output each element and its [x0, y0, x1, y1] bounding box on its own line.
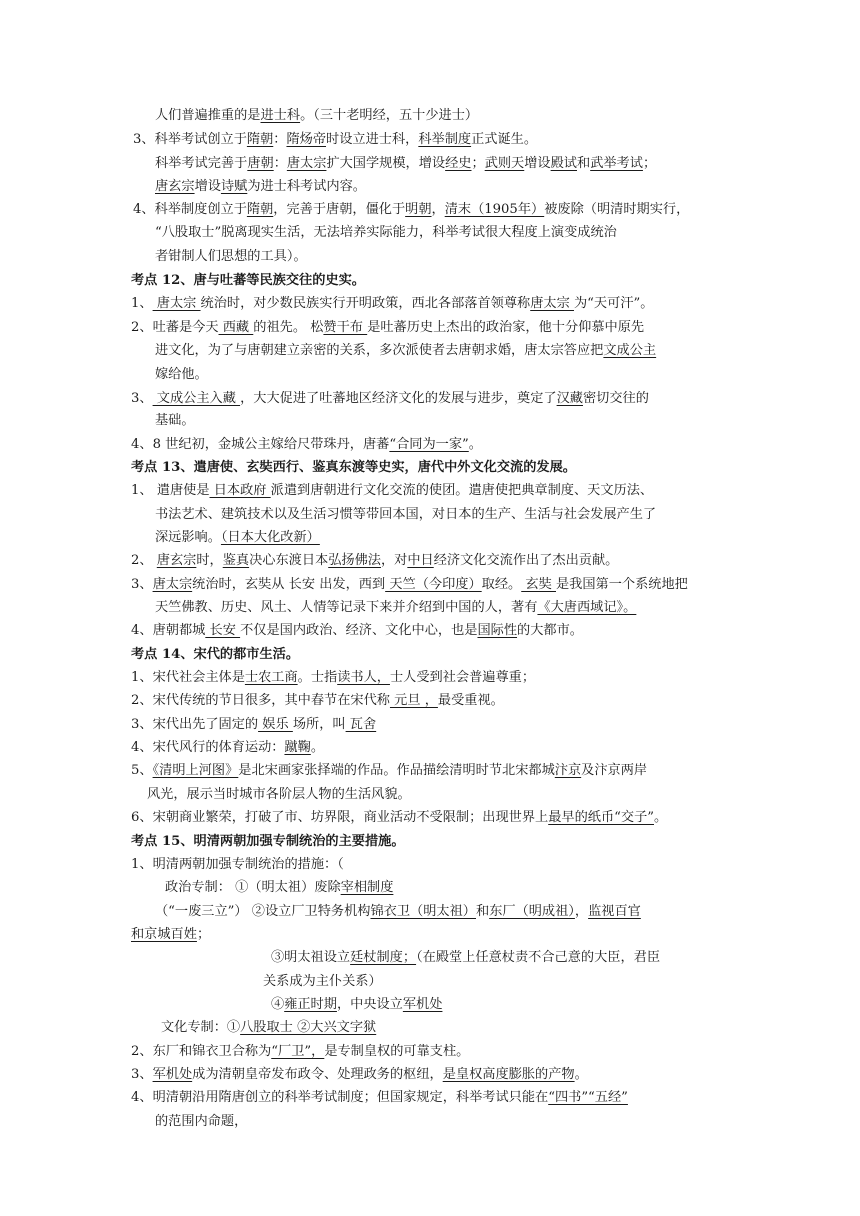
text-segment: 风光，展示当时城市各阶层人物的生活风貌。	[147, 787, 411, 802]
text-segment: ，	[574, 904, 589, 919]
text-segment: 时设立进士科，	[326, 132, 419, 147]
underlined-answer: 日本政府	[209, 483, 271, 498]
underlined-answer: 汴京	[554, 763, 582, 778]
text-segment: 。	[468, 437, 482, 452]
text-line	[155, 1111, 247, 1133]
underlined-answer: 弘扬佛法	[328, 553, 381, 568]
underlined-answer: 是皇权高度膨胀的产物	[442, 1067, 575, 1082]
underlined-answer: 瓦舍	[345, 717, 377, 732]
text-line	[131, 480, 653, 502]
underlined-answer: 玄奘	[521, 577, 556, 592]
text-line	[155, 176, 366, 198]
text-line	[133, 129, 537, 151]
text-segment: 的大都市。	[517, 623, 583, 638]
text-segment: 及汴京两岸	[581, 763, 648, 778]
text-line	[131, 760, 647, 782]
section-heading	[131, 457, 576, 479]
underlined-answer: 隋朝	[246, 202, 274, 217]
text-line	[131, 714, 376, 736]
text-segment: 关系成为主仆关系）	[263, 974, 382, 989]
underlined-answer: “厂卫”，	[271, 1044, 325, 1059]
text-segment: 扩大国学规模，增设	[326, 156, 446, 171]
text-segment: ：	[273, 156, 287, 171]
underlined-answer: 东厂（明成祖）	[489, 904, 575, 919]
text-segment: 深远影响。	[155, 530, 221, 545]
text-line	[155, 597, 636, 619]
text-segment: 5、	[131, 763, 153, 778]
text-line	[147, 784, 411, 806]
text-segment: 4、宋代风行的体育运动：	[131, 740, 285, 755]
text-segment: 2、	[131, 553, 157, 568]
text-segment: 派遣到唐朝进行文化交流的使团。遣唐使把典章制度、天文历法、	[270, 483, 654, 498]
underlined-answer: 最早的纸币“交子”	[548, 810, 654, 825]
text-segment: ④	[271, 997, 285, 1012]
text-segment: 天竺佛教、历史、风土、人情等记录下来并介绍到中国的人，著有	[155, 600, 538, 615]
underlined-answer: 和京城百姓	[131, 927, 197, 942]
underlined-answer: 军机处	[402, 997, 443, 1012]
text-segment: 考点 13、遣唐使、玄奘西行、鉴真东渡等史实，唐代中外文化交流的发展。	[131, 460, 576, 475]
text-segment: 。士指	[297, 670, 338, 685]
text-segment: 正式诞生。	[471, 132, 538, 147]
text-segment: ③明太祖设立	[271, 950, 351, 965]
text-segment: 最受重视。	[437, 693, 504, 708]
text-segment: 是专制皇权的可靠支柱。	[324, 1044, 470, 1059]
text-line	[155, 901, 641, 923]
text-segment: 4、科举制度创立于	[133, 202, 247, 217]
text-segment: 考点 15、明清两朝加强专制统治的主要措施。	[131, 834, 405, 849]
underlined-answer: 锦衣卫（明太祖）	[370, 904, 476, 919]
underlined-answer: 军机处	[152, 1067, 193, 1082]
text-line	[155, 153, 656, 175]
text-line	[131, 550, 618, 572]
text-line	[131, 667, 535, 689]
text-segment: 决心东渡日本	[249, 553, 329, 568]
text-segment: ：	[273, 132, 287, 147]
text-segment: 3、	[131, 1067, 153, 1082]
text-segment: ；	[471, 156, 485, 171]
underlined-answer: 雍正时期	[284, 997, 337, 1012]
text-segment: ；	[642, 156, 657, 171]
text-line	[131, 620, 583, 642]
underlined-answer: 蹴鞠	[284, 740, 311, 755]
text-segment: 和	[577, 156, 591, 171]
text-line	[131, 737, 324, 759]
text-segment: 和	[476, 904, 490, 919]
text-segment: 是我国第一个系统地把	[556, 577, 688, 592]
underlined-answer: 进士科	[260, 108, 301, 123]
text-segment: 。	[310, 740, 325, 755]
underlined-answer: 读书人，	[337, 670, 390, 685]
underlined-answer: 唐玄宗	[155, 179, 195, 194]
underlined-answer: 隋炀帝	[286, 132, 327, 147]
text-segment: 不仅是国内政治、经济、文化中心，也是	[240, 623, 478, 638]
text-segment: 4、8 世纪初，金城公主嫁给尺带珠丹，唐蕃	[131, 437, 390, 452]
text-line	[131, 854, 344, 876]
text-segment: 进文化，为了与唐朝建立亲密的关系，多次派使者去唐朝求婚，唐太宗答应把	[155, 343, 604, 358]
text-segment: 4、唐朝都城	[131, 623, 206, 638]
text-segment: ，对	[380, 553, 408, 568]
text-line	[131, 388, 649, 410]
text-line	[133, 199, 689, 221]
underlined-answer: 赞干布	[323, 320, 368, 335]
text-segment: （“一废三立”） ②设立厂卫特务机构	[155, 904, 371, 919]
underlined-answer: 文成公主入藏	[152, 391, 241, 406]
text-segment: 人们普遍推重的是	[155, 108, 261, 123]
text-segment: 成为清朝皇帝发布政令、处理政务的枢纽，	[192, 1067, 443, 1082]
text-segment: 。（三十老明经，五十少进士）	[300, 108, 479, 123]
underlined-answer: 廷杖制度；	[350, 950, 417, 965]
text-segment: 3、	[131, 391, 153, 406]
text-segment: 是北宋画家张择端的作品。作品描绘清明时节北宋都城	[238, 763, 555, 778]
text-line	[131, 1041, 469, 1063]
section-heading	[131, 644, 299, 666]
underlined-answer: 隋朝	[246, 132, 274, 147]
text-line	[155, 504, 656, 526]
text-segment: 科举考试完善于	[155, 156, 248, 171]
text-segment: 士人受到社会普遍尊重；	[389, 670, 536, 685]
text-line	[155, 222, 617, 244]
text-segment: 被废除（明清时期实行，	[544, 202, 690, 217]
text-segment: 政治专制： ①（明太祖）废除	[165, 880, 341, 895]
text-line	[165, 877, 393, 899]
text-segment: “八股取士”脱离现实生活，无法培养实际能力，科举考试很大程度上演变成统治	[155, 225, 617, 240]
underlined-answer: 娱乐	[258, 717, 293, 732]
text-line	[131, 924, 210, 946]
text-segment: 2、吐蕃是今天	[131, 320, 219, 335]
text-line	[155, 105, 478, 127]
text-line	[131, 690, 504, 712]
text-segment: 场所，叫	[292, 717, 346, 732]
underlined-answer: “四书”“五经”	[548, 1090, 628, 1105]
underlined-answer: 国际性	[477, 623, 518, 638]
text-segment: 考点 12、唐与吐蕃等民族交往的史实。	[131, 273, 365, 288]
text-segment: ；	[196, 927, 211, 942]
text-segment: 经济文化交流作出了杰出贡献。	[433, 553, 619, 568]
underlined-answer: 唐玄宗	[156, 553, 197, 568]
underlined-answer: 长安	[205, 623, 241, 638]
text-line	[131, 574, 688, 596]
section-heading	[131, 831, 405, 853]
underlined-answer: 诗赋	[220, 179, 248, 194]
text-segment: 文化专制：①	[161, 1020, 241, 1035]
text-segment: 1、明清两朝加强专制统治的措施：（	[131, 857, 344, 872]
underlined-answer: 明朝	[405, 202, 432, 217]
underlined-answer: 《清明上河图》	[152, 763, 239, 778]
text-segment: 4、明清朝沿用隋唐创立的科举考试制度；但国家规定，科举考试只能在	[131, 1090, 549, 1105]
underlined-answer: 唐太宗	[286, 156, 327, 171]
text-line	[271, 994, 442, 1016]
text-segment: 密切交往的	[582, 391, 649, 406]
text-segment: 。	[574, 1067, 588, 1082]
underlined-answer: “合同为一家”	[389, 437, 469, 452]
text-line	[131, 807, 667, 829]
underlined-answer: 唐太宗	[152, 577, 193, 592]
underlined-answer: 监视百官	[588, 904, 641, 919]
underlined-answer: 文成公主	[603, 343, 657, 358]
text-line	[131, 434, 482, 456]
text-segment: 2、宋代传统的节日很多，其中春节在宋代称	[131, 693, 390, 708]
text-segment: 统治时，对少数民族实行开明政策，西北各部落首领尊称	[200, 296, 531, 311]
text-segment: （在殿堂上任意杖责不合己意的大臣，君臣	[416, 950, 661, 965]
underlined-answer: 殿试	[550, 156, 577, 171]
text-segment: 者钳制人们思想的工具）。	[155, 249, 307, 264]
text-line	[155, 410, 195, 432]
text-segment: ，	[431, 202, 445, 217]
underlined-answer: 八股取士 ②大兴文字狱	[240, 1020, 377, 1035]
text-segment: 嫁给他。	[155, 367, 208, 382]
text-segment: 1、宋代社会主体是	[131, 670, 245, 685]
text-segment: 统治时，玄奘从 长安 出发，西到	[192, 577, 386, 592]
text-line	[263, 971, 382, 993]
underlined-answer: 《大唐西域记》。	[537, 600, 637, 615]
underlined-answer: 鉴真	[222, 553, 250, 568]
text-segment: 的范围内命题，	[155, 1114, 248, 1129]
text-segment: 的祖先。 松	[253, 320, 324, 335]
underlined-answer: 唐朝	[247, 156, 274, 171]
text-segment: 增设	[524, 156, 551, 171]
text-segment: 书法艺术、建筑技术以及生活习惯等带回本国，对日本的生产、生活与社会发展产生了	[155, 507, 657, 522]
underlined-answer: 唐太宗	[530, 296, 574, 311]
text-segment: 3、科举考试创立于	[133, 132, 247, 147]
text-segment: ，中央设立	[336, 997, 403, 1012]
text-segment: 1、	[131, 296, 153, 311]
text-segment: ，大大促进了吐蕃地区经济文化的发展与进步，奠定了	[240, 391, 557, 406]
underlined-answer: 宰相制度	[340, 880, 394, 895]
text-segment: 时，	[196, 553, 223, 568]
text-segment: 考点 14、宋代的都市生活。	[131, 647, 300, 662]
text-line	[155, 340, 656, 362]
section-heading	[131, 270, 365, 292]
text-segment: 是吐蕃历史上杰出的政治家，他十分仰慕中原先	[367, 320, 645, 335]
text-segment: 。	[654, 810, 668, 825]
underlined-answer: 科举制度	[418, 132, 472, 147]
underlined-answer: 经史	[445, 156, 472, 171]
text-segment: 取经。	[481, 577, 522, 592]
underlined-answer: 清末（1905年）	[444, 202, 545, 217]
text-line	[131, 1064, 588, 1086]
text-segment: 3、宋代出先了固定的	[131, 717, 259, 732]
underlined-answer: 士农工商	[244, 670, 298, 685]
underlined-answer: 元旦 ，	[389, 693, 438, 708]
underlined-answer: 武举考试	[590, 156, 643, 171]
text-segment: 为“天可汗”。	[573, 296, 654, 311]
underlined-answer: （日本大化改新）	[220, 530, 320, 545]
text-segment: 1、 遣唐使是	[131, 483, 210, 498]
text-line	[155, 527, 320, 549]
text-segment: 2、东厂和锦衣卫合称为	[131, 1044, 272, 1059]
text-line	[271, 947, 660, 969]
text-line	[155, 364, 208, 386]
text-line	[131, 293, 653, 315]
text-line	[161, 1017, 376, 1039]
text-segment: 增设	[194, 179, 221, 194]
text-segment: ，完善于唐朝，僵化于	[273, 202, 406, 217]
text-segment: 6、宋朝商业繁荣，打破了市、坊界限，商业活动不受限制；出现世界上	[131, 810, 549, 825]
text-line	[131, 1087, 628, 1109]
underlined-answer: 汉藏	[556, 391, 583, 406]
text-line	[131, 317, 644, 339]
underlined-answer: 西藏	[218, 320, 254, 335]
underlined-answer: 中日	[407, 553, 434, 568]
underlined-answer: 唐太宗	[152, 296, 201, 311]
text-segment: 基础。	[155, 413, 195, 428]
text-line	[155, 246, 307, 268]
text-segment: 3、	[131, 577, 153, 592]
underlined-answer: 天竺（今印度）	[385, 577, 482, 592]
underlined-answer: 武则天	[484, 156, 525, 171]
text-segment: 为进士科考试内容。	[247, 179, 366, 194]
